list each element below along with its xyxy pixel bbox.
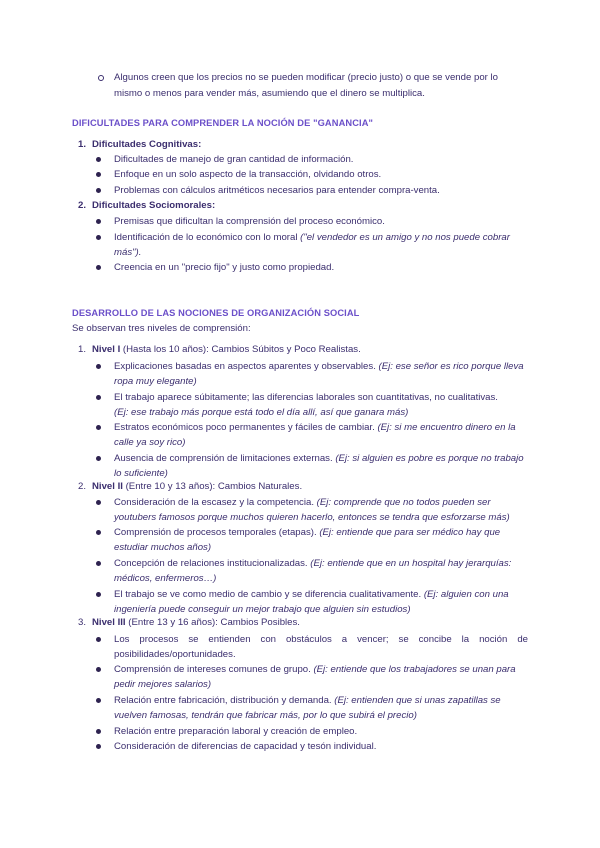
list-item <box>114 420 516 436</box>
list-item-example: ingeniería puede conseguir un mejor trabajo que alguien sin estudios) <box>114 604 411 615</box>
level-title: Nivel I <box>92 344 121 355</box>
list-item <box>114 451 524 467</box>
list-item-example: youtubers famosos porque muchos quieren hacerlo, entonces se tendra que esforzarse más) <box>114 512 510 523</box>
bullet-icon <box>96 456 101 461</box>
list-item <box>114 662 516 678</box>
bullet-icon <box>96 172 101 177</box>
list-item-text: Identificación de lo económico con lo moral <box>114 232 301 243</box>
list-item: Premisas que dificultan la comprensión del proceso económico. <box>114 216 385 227</box>
list-item-example: (Ej: ese trabajo más porque está todo el día allí, así que ganara más) <box>114 407 409 418</box>
list-item-example: lo suficiente) <box>114 468 168 479</box>
hollow-bullet-icon <box>98 75 104 81</box>
bullet-icon <box>96 235 101 240</box>
list-item-example: (Ej: comprende que no todos pueden ser <box>316 497 491 508</box>
list-item-text: Consideración de diferencias de capacidad y tesón individual. <box>114 741 377 752</box>
section-intro: Se observan tres niveles de comprensión: <box>72 323 251 334</box>
list-item-example: (Ej: si me encuentro dinero en la <box>377 422 516 433</box>
list-number: 1. <box>77 139 86 150</box>
list-item-example: más"). <box>114 247 142 258</box>
level-heading <box>92 615 300 631</box>
list-item-example: ("el vendedor es un amigo y no nos puede cobrar <box>300 232 510 243</box>
level-description: (Entre 10 y 13 años): Cambios Naturales. <box>122 481 303 492</box>
list-item-example: (Ej: ese señor es rico porque lleva <box>378 361 524 372</box>
list-number: 2. <box>77 200 86 211</box>
list-item-example: vuelven famosas, tendrán que fabricar más, por lo que subirá el precio) <box>114 710 417 721</box>
list-item-title: Dificultades Sociomorales: <box>92 200 216 211</box>
level-description: (Hasta los 10 años): Cambios Súbitos y Poco Realistas. <box>120 344 361 355</box>
list-item: Creencia en un "precio fijo" y justo como propiedad. <box>114 262 335 273</box>
list-item-text: Relación entre fabricación, distribución y demanda. <box>114 695 335 706</box>
list-item-text: posibilidades/oportunidades. <box>114 649 236 660</box>
intro-bullet-line-2: mismo o menos para vender más, asumiendo que el dinero se multiplica. <box>114 88 425 99</box>
list-item-text: Concepción de relaciones institucionalizadas. <box>114 558 311 569</box>
bullet-icon <box>96 667 101 672</box>
list-item <box>114 359 524 375</box>
list-item-text: Comprensión de procesos temporales (etapas). <box>114 527 320 538</box>
level-title: Nivel III <box>92 617 126 628</box>
list-item <box>114 525 500 541</box>
bullet-icon <box>96 395 101 400</box>
bullet-icon <box>96 364 101 369</box>
list-item-text: Estratos económicos poco permanentes y fáciles de cambiar. <box>114 422 378 433</box>
bullet-icon <box>96 561 101 566</box>
list-number: 1. <box>77 344 86 355</box>
section-heading-ganancia: DIFICULTADES PARA COMPRENDER LA NOCIÓN DE "GANANCIA" <box>72 118 374 128</box>
bullet-icon <box>96 425 101 430</box>
list-item <box>114 693 501 709</box>
list-item <box>114 230 528 246</box>
bullet-icon <box>96 219 101 224</box>
list-item <box>114 495 491 511</box>
list-item-text: Los procesos se entienden con obstáculos a vencer; se concibe la noción de <box>114 634 528 645</box>
list-item-text: El trabajo se ve como medio de cambio y se diferencia cualitativamente. <box>114 589 424 600</box>
list-item: Dificultades de manejo de gran cantidad de información. <box>114 154 354 165</box>
bullet-icon <box>96 530 101 535</box>
list-item-example: médicos, enfermeros…) <box>114 573 217 584</box>
bullet-icon <box>96 729 101 734</box>
list-number: 2. <box>77 481 86 492</box>
list-item <box>114 556 511 572</box>
list-item-text: Ausencia de comprensión de limitaciones externas. <box>114 453 336 464</box>
bullet-icon <box>96 698 101 703</box>
level-heading <box>92 479 302 495</box>
list-item: Problemas con cálculos aritméticos necesarios para entender compra-venta. <box>114 185 440 196</box>
list-item-example: pedir mejores salarios) <box>114 679 212 690</box>
level-description: (Entre 13 y 16 años): Cambios Posibles. <box>125 617 300 628</box>
list-item-example: (Ej: entiende que en un hospital hay jerarquías: <box>310 558 512 569</box>
bullet-icon <box>96 188 101 193</box>
list-item-example: estudiar muchos años) <box>114 542 212 553</box>
list-number: 3. <box>77 617 86 628</box>
bullet-icon <box>96 265 101 270</box>
list-item-example: (Ej: alguien con una <box>423 589 509 600</box>
list-item-example: (Ej: entienden que si unas zapatillas se <box>334 695 501 706</box>
list-item-example: (Ej: entiende que para ser médico hay que <box>319 527 501 538</box>
bullet-icon <box>96 500 101 505</box>
list-item-example: calle ya soy rico) <box>114 437 186 448</box>
level-heading <box>92 342 361 358</box>
list-item-text: Comprensión de intereses comunes de grupo. <box>114 664 314 675</box>
intro-bullet-line-1: Algunos creen que los precios no se pueden modificar (precio justo) o que se vende por lo <box>114 72 498 83</box>
list-item-example: (Ej: entiende que los trabajadores se unan para <box>313 664 516 675</box>
list-item: Enfoque en un solo aspecto de la transacción, olvidando otros. <box>114 169 382 180</box>
bullet-icon <box>96 744 101 749</box>
list-item-example: ropa muy elegante) <box>114 376 197 387</box>
list-item-text: Explicaciones basadas en aspectos aparentes y observables. <box>114 361 379 372</box>
list-item-title: Dificultades Cognitivas: <box>92 139 202 150</box>
list-item-text: Relación entre preparación laboral y creación de empleo. <box>114 726 358 737</box>
list-item-example: (Ej: si alguien es pobre es porque no trabajo <box>335 453 524 464</box>
list-item-text: El trabajo aparece súbitamente; las diferencias laborales son cuantitativas, no cualitativas. <box>114 392 498 403</box>
section-heading-organizacion-social: DESARROLLO DE LAS NOCIONES DE ORGANIZACIÓN SOCIAL <box>72 308 360 318</box>
bullet-icon <box>96 157 101 162</box>
list-item <box>114 587 509 603</box>
bullet-icon <box>96 592 101 597</box>
list-item-text: Consideración de la escasez y la competencia. <box>114 497 317 508</box>
bullet-icon <box>96 637 101 642</box>
level-title: Nivel II <box>92 481 123 492</box>
